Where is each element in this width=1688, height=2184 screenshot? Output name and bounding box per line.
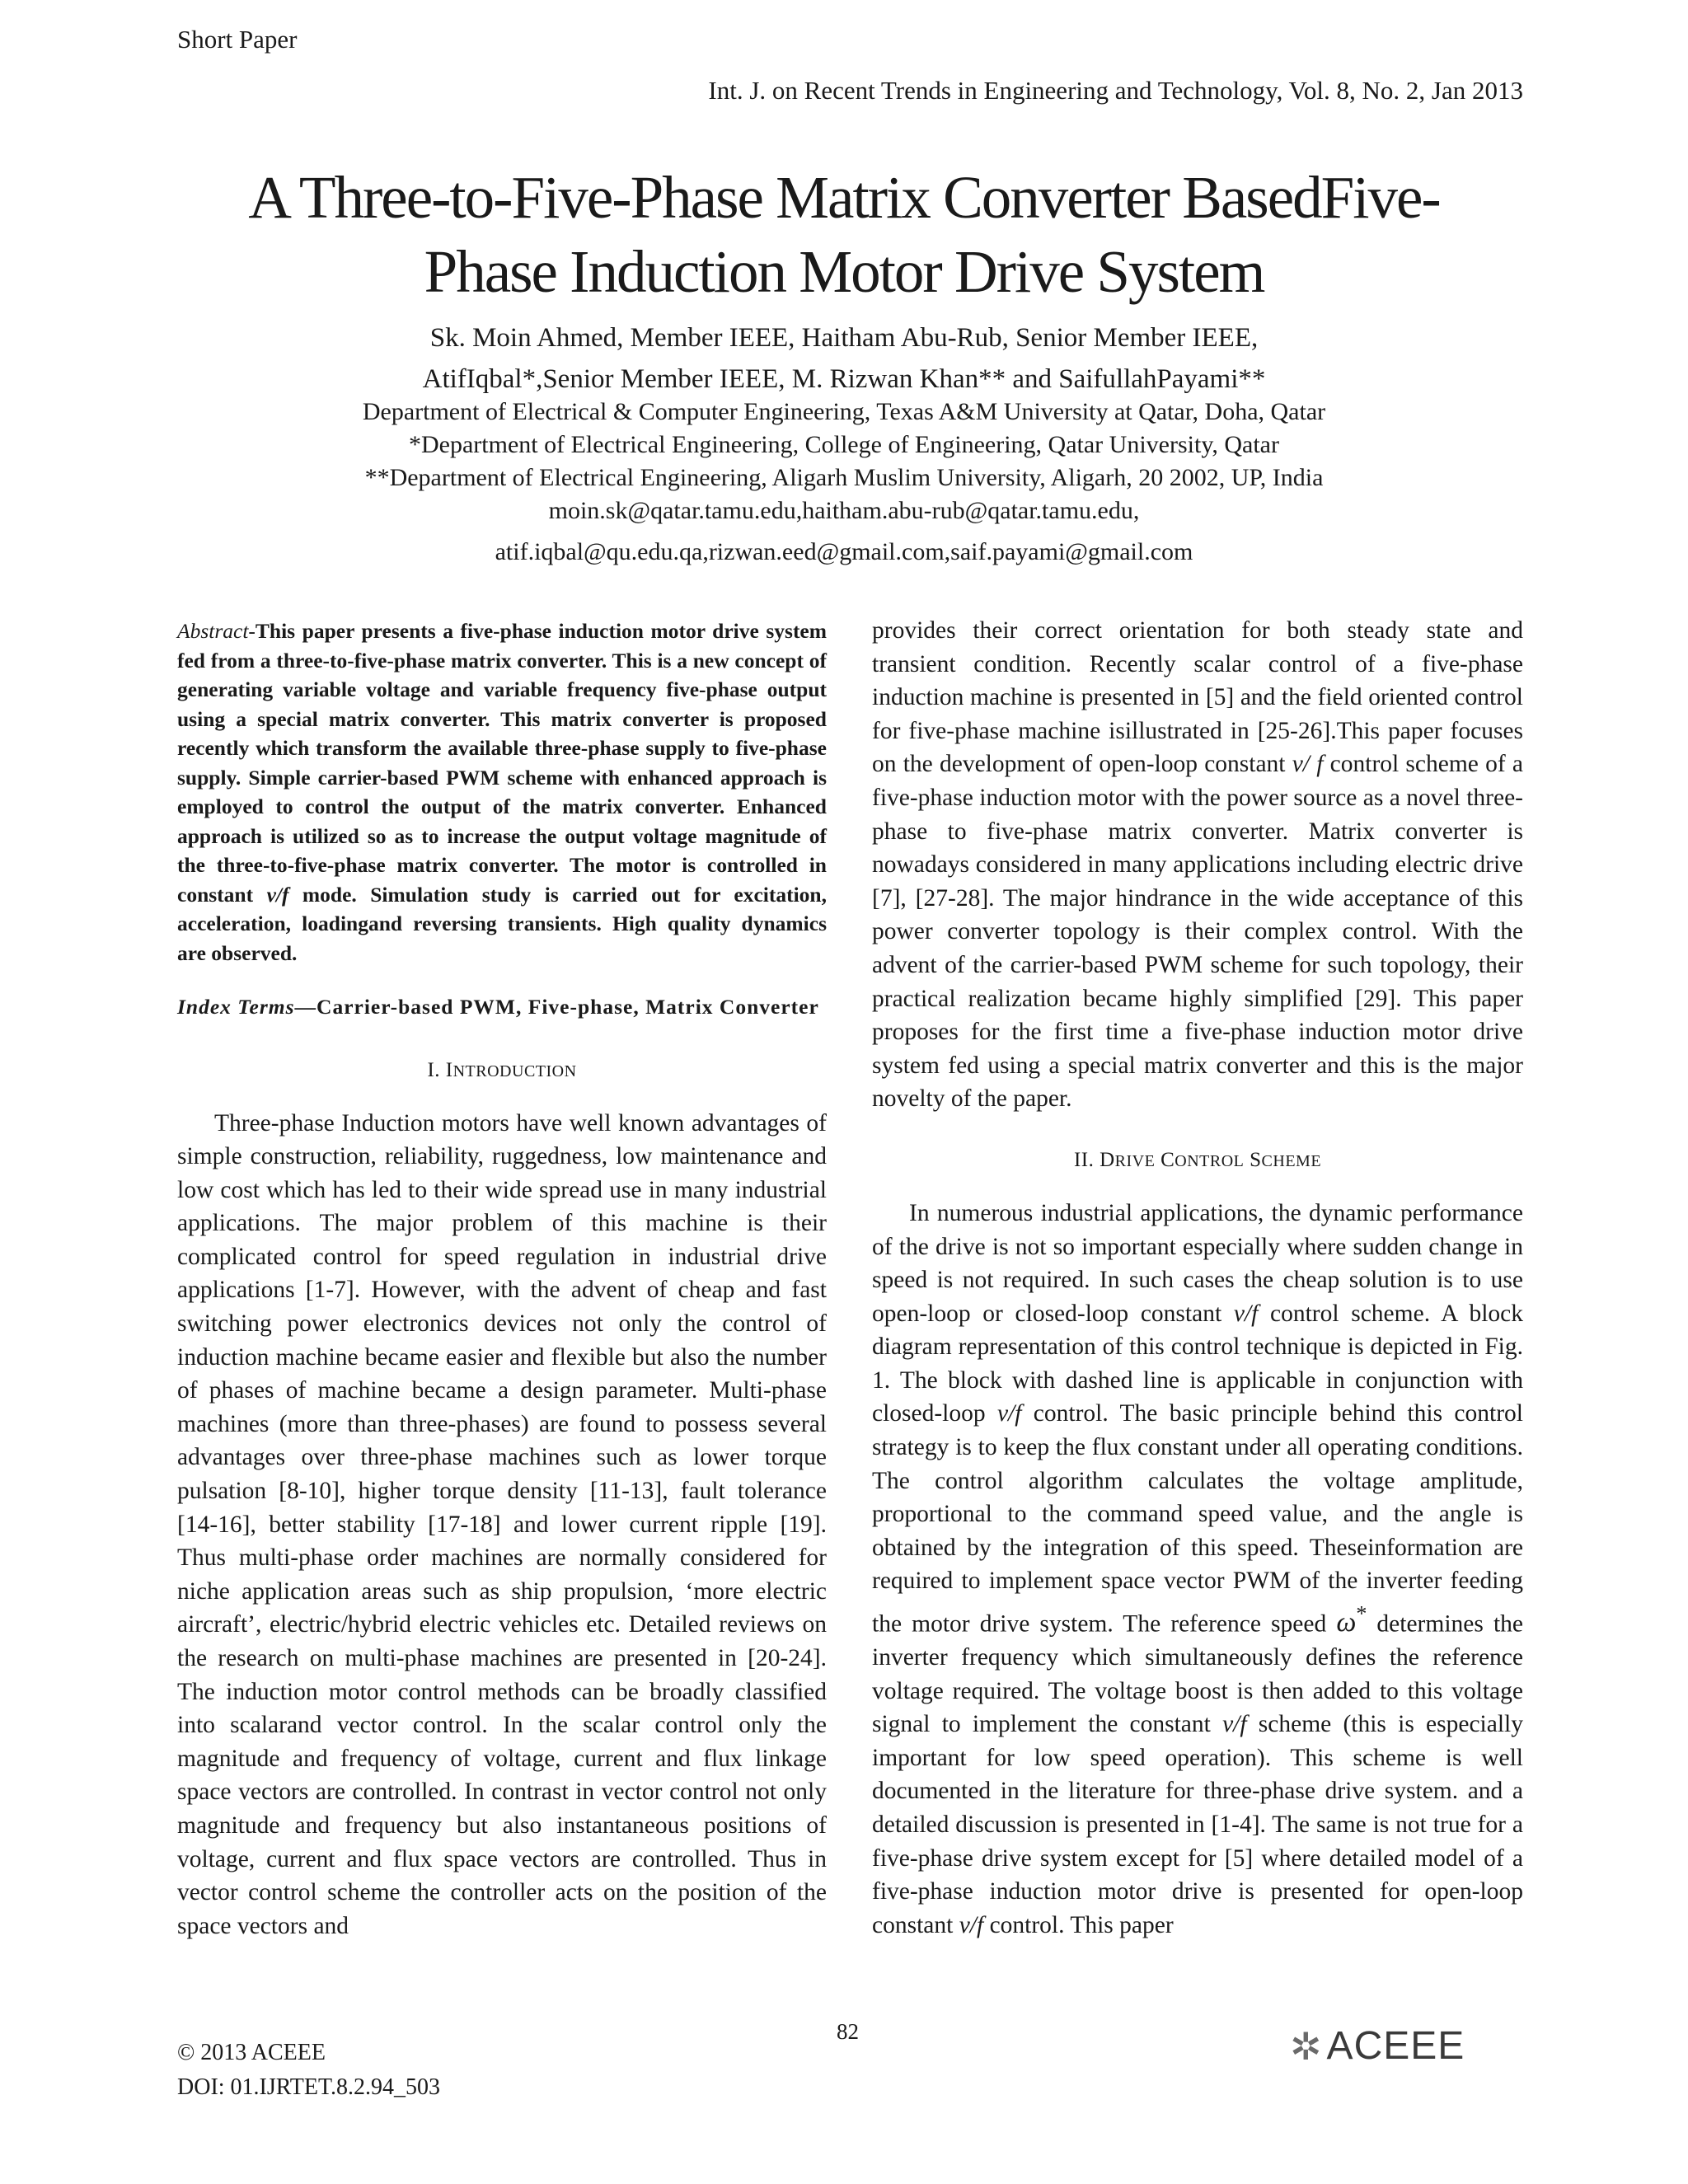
left-column [177, 616, 827, 1943]
abstract-text: mode. Simulation study is carried out for excitation, acceleration, loadingand reversing transients. High quality dynamics are observed. [177, 882, 827, 965]
star-icon: ✲ [1290, 2023, 1322, 2069]
footer-copyright [177, 2036, 440, 2105]
inline-vf: v/ f [1292, 751, 1324, 778]
affiliations [124, 396, 1564, 569]
index-terms-label: Index Terms [177, 995, 295, 1019]
affiliation-line: Department of Electrical & Computer Engineering, Texas A&M University at Qatar, Doha, Qatar [362, 398, 1326, 425]
author-list [124, 317, 1564, 400]
right-column [872, 614, 1523, 1942]
omega-symbol: ω* [1336, 1602, 1367, 1638]
author-line: AtifIqbal*,Senior Member IEEE, M. Rizwan Khan** and SaifullahPayami** [422, 364, 1266, 394]
email-line: moin.sk@qatar.tamu.edu,haitham.abu-rub@qatar.tamu.edu, [548, 497, 1140, 524]
running-head: Short Paper [177, 25, 298, 54]
publisher-logo [1290, 2023, 1465, 2069]
paper-title [124, 161, 1564, 309]
email-line: atif.iqbal@qu.edu.qa,rizwan.eed@gmail.com,saif.payami@gmail.com [495, 538, 1193, 565]
copyright-text: © 2013 ACEEE [177, 2040, 326, 2065]
affiliation-line: **Department of Electrical Engineering, Aligarh Muslim University, Aligarh, 20 2002, UP, India [364, 464, 1324, 491]
introduction-continued: provides their correct orientation for both steady state and transient condition. Recently scalar control of a five-phase induction machine is presented in [5] and the field oriented control for five-phase machine isillustrated in [25-26].This paper focuses on the development of open-loop constant v/ f control scheme of a five-phase induction motor with the power source as a novel three-phase to five-phase matrix converter. Matrix converter is nowadays considered in many applications including electric drive [7], [27-28]. The major hindrance in the wide acceptance of this power converter topology is their complex control. With the advent of the carrier-based PWM scheme for such topology, their practical realization became highly simplified [29]. This paper proposes for the first time a five-phase induction motor drive system fed using a special matrix converter and this is the major novelty of the paper. [872, 617, 1523, 1113]
abstract-label: Abstract- [177, 619, 256, 643]
drive-control-paragraph: In numerous industrial applications, the dynamic performance of the drive is not so important especially where sudden change in speed is not required. In such cases the cheap solution is to use open-loop or closed-loop constant v/f control scheme. A block diagram representation of this control technique is depicted in Fig. 1. The block with dashed line is applicable in conjunction with closed-loop v/f control. The basic principle behind this control strategy is to keep the flux constant under all operating conditions. The control algorithm calculates the voltage amplitude, proportional to the command speed value, and the angle is obtained by the integration of this speed. Theseinformation are required to implement space vector PWM of the inverter feeding the motor drive system. The reference speed ω* determines the inverter frequency which simultaneously defines the reference voltage required. The voltage boost is then added to this voltage signal to implement the constant v/f scheme (this is especially important for low speed operation). This scheme is well documented in the literature for three-phase drive system. and a detailed discussion is presented in [1-4]. The same is not true for a five-phase drive system except for [5] where detailed model of a five-phase induction motor drive is presented for open-loop constant v/f control. This paper [872, 1199, 1523, 1938]
abstract [177, 616, 827, 968]
page-number: 82 [837, 2019, 859, 2044]
logo-text: ACEEE [1326, 2024, 1465, 2068]
index-terms [177, 992, 827, 1022]
section-heading-drive-control: II. DRIVE CONTROL SCHEME [1073, 1148, 1322, 1171]
doi-text: DOI: 01.IJRTET.8.2.94_503 [177, 2074, 440, 2100]
abstract-text: This paper presents a five-phase induction motor drive system fed from a three-to-five-phase matrix converter. This is a new concept of generating variable voltage and variable frequency five-phase output using a special matrix converter. This matrix converter is proposed recently which transform the available three-phase supply to five-phase supply. Simple carrier-based PWM scheme with enhanced approach is employed to control the output of the matrix converter. Enhanced approach is utilized so as to increase the output voltage magnitude of the three-to-five-phase matrix converter. The motor is controlled in constant [177, 619, 827, 907]
author-line: Sk. Moin Ahmed, Member IEEE, Haitham Abu-Rub, Senior Member IEEE, [429, 323, 1259, 353]
introduction-paragraph: Three-phase Induction motors have well known advantages of simple construction, reliability, ruggedness, low maintenance and low cost which has led to their wide spread use in many industrial applications. The major problem of this machine is their complicated control for speed regulation in industrial drive applications [1-7]. However, with the advent of cheap and fast switching power electronics devices not only the control of induction machine became easier and flexible but also the number of phases of machine became a design parameter. Multi-phase machines (more than three-phases) are found to possess several advantages over three-phase machines such as lower torque pulsation [8-10], higher torque density [11-13], fault tolerance [14-16], better stability [17-18] and lower current ripple [19]. Thus multi-phase order machines are normally considered for niche application areas such as ship propulsion, ‘more electric aircraft’, electric/hybrid electric vehicles etc. Detailed reviews on the research on multi-phase machines are presented in [20-24]. The induction motor control methods can be broadly classified into scalarand vector control. In the scalar control only the magnitude and frequency of voltage, current and flux linkage space vectors are controlled. In contrast in vector control not only magnitude and frequency but also instantaneous positions of voltage, current and flux space vectors are controlled. Thus in vector control scheme the controller acts on the position of the space vectors and [177, 1109, 827, 1939]
section-heading-introduction: I. INTRODUCTION [427, 1058, 577, 1081]
abstract-vf: v/f [266, 882, 289, 907]
affiliation-line: *Department of Electrical Engineering, College of Engineering, Qatar University, Qatar [409, 431, 1279, 458]
index-terms-text: —Carrier-based PWM, Five-phase, Matrix Converter [294, 995, 819, 1019]
title-line: Phase Induction Motor Drive System [424, 238, 1264, 305]
title-line: A Three-to-Five-Phase Matrix Converter BasedFive- [248, 164, 1440, 231]
journal-citation: Int. J. on Recent Trends in Engineering and Technology, Vol. 8, No. 2, Jan 2013 [708, 76, 1523, 105]
